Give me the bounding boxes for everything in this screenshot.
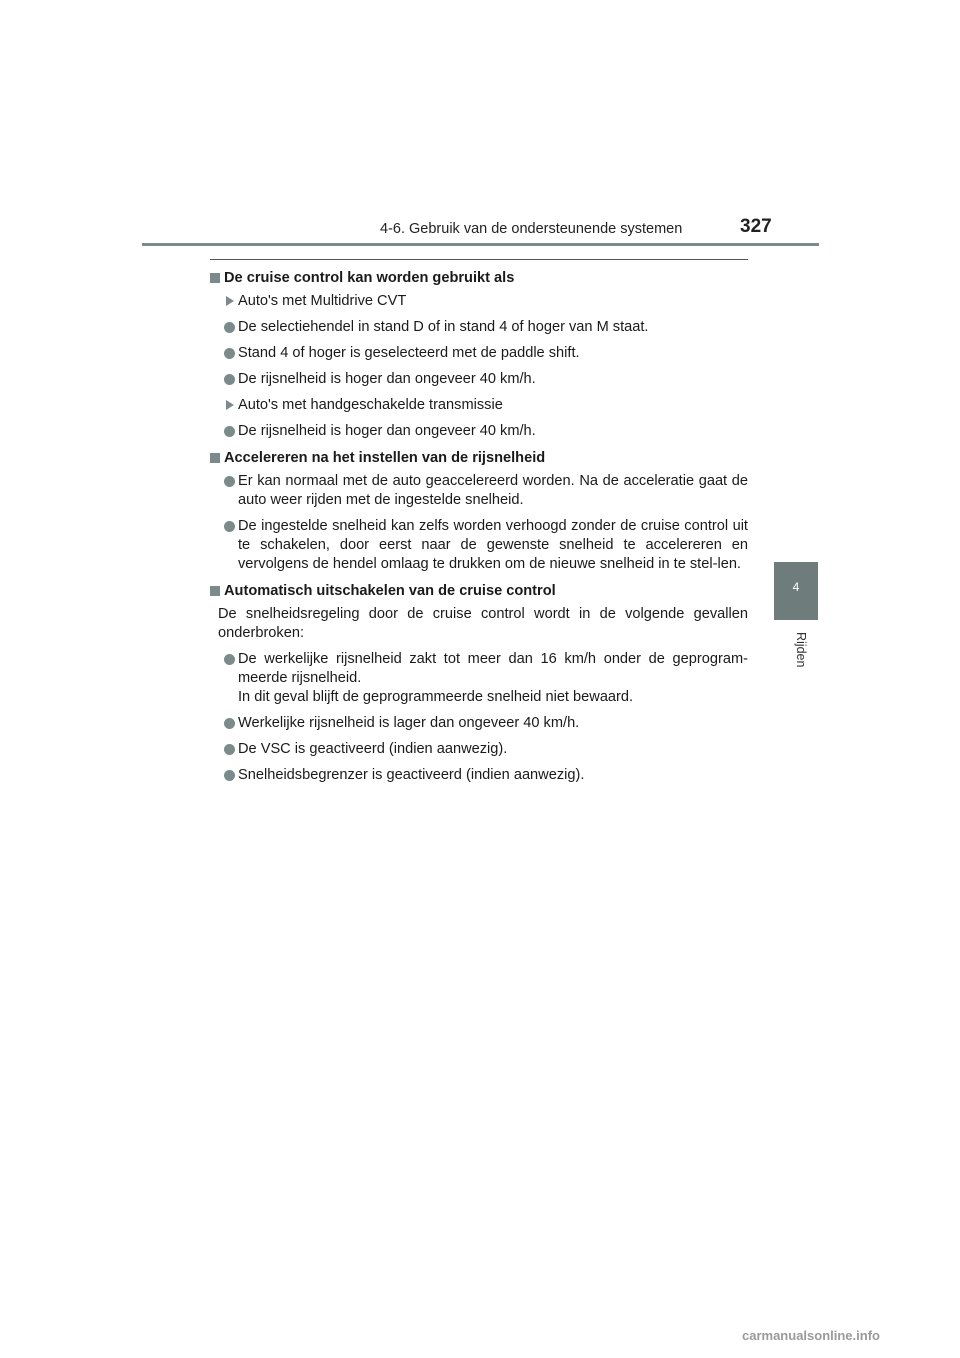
section-heading-text: Accelereren na het instellen van de rijsnelheid [224,450,546,466]
chapter-tab [774,562,818,620]
chapter-title: 4-6. Gebruik van de ondersteunende systemen [380,221,683,237]
list-item-text: De rijsnelheid is hoger dan ongeveer 40 km/h. [238,423,536,439]
circle-bullet-icon [224,374,235,385]
page-number: 327 [740,216,772,237]
list-item [210,422,748,441]
circle-bullet-icon [224,654,235,665]
chapter-tab-number: 4 [792,580,800,594]
circle-bullet-icon [224,348,235,359]
square-bullet-icon [210,453,220,463]
header-rule [142,243,819,246]
list-item [210,318,748,337]
sub-heading [210,292,748,311]
circle-bullet-icon [224,744,235,755]
list-item [210,766,748,785]
list-item [210,650,748,707]
circle-bullet-icon [224,322,235,333]
section-heading-text: Automatisch uitschakelen van de cruise control [224,583,556,599]
list-item [210,517,748,574]
section-heading [210,269,748,288]
square-bullet-icon [210,273,220,283]
sub-heading [210,396,748,415]
section-heading [210,449,748,468]
triangle-bullet-icon [226,296,234,306]
list-item [210,370,748,389]
list-item-text: De selectiehendel in stand D of in stand 4 of hoger van M staat. [238,319,649,335]
list-item-note: In dit geval blijft de geprogrammeerde snelheid niet bewaard. [238,689,634,705]
watermark: carmanualsonline.info [742,1328,880,1343]
circle-bullet-icon [224,426,235,437]
chapter-tab-label: Rijden [794,632,808,668]
sub-heading-text: Auto's met Multidrive CVT [238,293,407,309]
list-item-text: De rijsnelheid is hoger dan ongeveer 40 km/h. [238,371,536,387]
list-item [210,714,748,733]
list-item-text: De werkelijke rijsnelheid zakt tot meer dan 16 km/h onder de geprogram-meerde rijsnelheid. [238,651,748,686]
section-heading-text: De cruise control kan worden gebruikt als [224,270,515,286]
list-item [210,344,748,363]
list-item [210,740,748,759]
page-content [210,269,748,792]
sub-heading-text: Auto's met handgeschakelde transmissie [238,397,503,413]
list-item-text: Snelheidsbegrenzer is geactiveerd (indien aanwezig). [238,767,585,783]
square-bullet-icon [210,586,220,596]
list-item [210,472,748,510]
circle-bullet-icon [224,476,235,487]
list-item-text: Er kan normaal met de auto geaccelereerd worden. Na de acceleratie gaat de auto weer rijden met de ingestelde snelheid. [238,473,748,508]
list-item-text: Werkelijke rijsnelheid is lager dan ongeveer 40 km/h. [238,715,580,731]
circle-bullet-icon [224,718,235,729]
triangle-bullet-icon [226,400,234,410]
list-item-text: De ingestelde snelheid kan zelfs worden verhoogd zonder de cruise control uit te schakelen, door eerst naar de gewenste snelheid te accelereren en vervolgens de hendel omlaag te drukken om de nieuwe snelheid in te stel-len. [238,518,748,572]
circle-bullet-icon [224,521,235,532]
list-item-text: De VSC is geactiveerd (indien aanwezig). [238,741,508,757]
section-intro: De snelheidsregeling door de cruise control wordt in de volgende gevallen onderbroken: [218,606,748,641]
section-heading [210,582,748,601]
content-rule [210,259,748,260]
list-item-text: Stand 4 of hoger is geselecteerd met de paddle shift. [238,345,580,361]
circle-bullet-icon [224,770,235,781]
